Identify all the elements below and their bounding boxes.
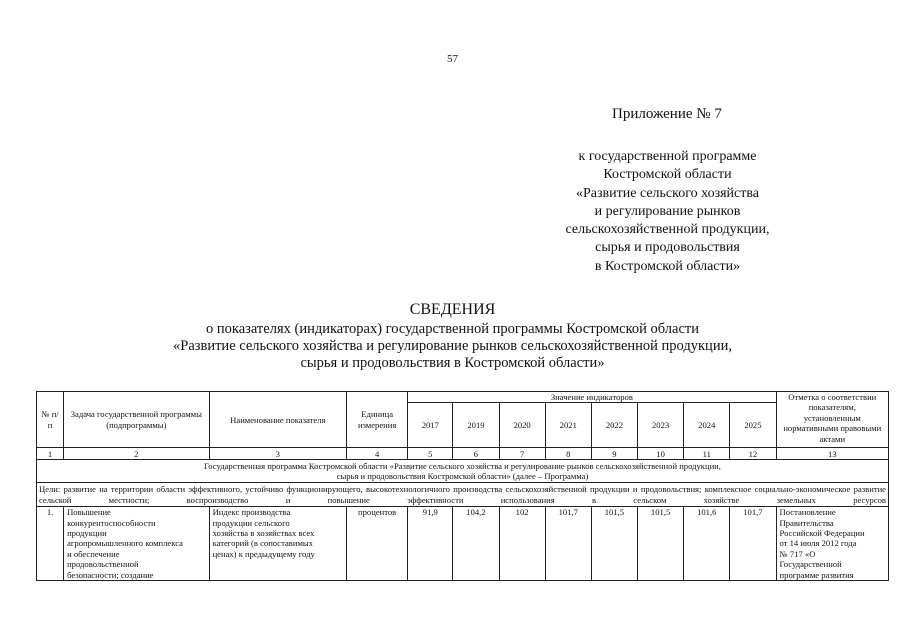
column-number: 4: [347, 448, 408, 460]
header-compliance: Отметка о соответствии показателям, установленным нормативными правовыми актами: [776, 392, 888, 448]
row-unit: процентов: [347, 507, 408, 581]
column-number: 7: [499, 448, 545, 460]
appendix-line: и регулирование рынков: [594, 203, 741, 219]
program-title-cell: [37, 460, 889, 483]
column-number: 8: [545, 448, 591, 460]
goals-cell: Цели: развитие на территории области эффективного, устойчиво функционирующего, высокотехнологичного производства сельскохозяйственной продукции и продовольствия; комплексное социально-экономическое развитие сельской местности; воспроизводство и повышение эффективности использования в сельском хозяйстве земельных ресурсов: [37, 483, 889, 507]
subtitle-line: «Развитие сельского хозяйства и регулирование рынков сельскохозяйственной продукции,: [173, 338, 732, 354]
column-number: 3: [209, 448, 346, 460]
header-year: 2023: [638, 403, 684, 448]
program-title: Государственная программа Костромской области «Развитие сельского хозяйства и регулирование рынков сельскохозяйственной продукции, сырья и продовольствия Костромской области» (далее – Программа): [204, 461, 721, 482]
header-unit: Единица измерения: [347, 392, 408, 448]
column-number: 12: [730, 448, 776, 460]
header-year: 2025: [730, 403, 776, 448]
program-row: [37, 460, 889, 483]
header-task: Задача государственной программы (подпрограммы): [64, 392, 209, 448]
column-number: 11: [684, 448, 730, 460]
row-value: 91,9: [408, 507, 453, 581]
header-year: 2024: [684, 403, 730, 448]
header-indicator: Наименование показателя: [209, 392, 346, 448]
row-task: [64, 507, 209, 581]
row-value: 101,6: [684, 507, 730, 581]
document-title: СВЕДЕНИЯ: [409, 301, 496, 318]
header-year: 2020: [499, 403, 545, 448]
appendix-line: «Развитие сельского хозяйства: [575, 185, 760, 201]
appendix-line: в Костромской области»: [594, 258, 741, 274]
row-value: 101,7: [730, 507, 776, 581]
row-compliance: [776, 507, 888, 581]
table-row: [37, 507, 889, 581]
appendix-line: Костромской области: [603, 167, 732, 183]
appendix-number: Приложение № 7: [612, 106, 722, 122]
page-number: 57: [447, 53, 458, 65]
row-indicator: [209, 507, 346, 581]
row-task-text: Повышение конкурентоспособности продукции агропромышленного комплекса и обеспечение продовольственной безопасности; создание: [67, 507, 183, 580]
column-number: 10: [638, 448, 684, 460]
column-number: 5: [408, 448, 453, 460]
row-indicator-text: Индекс производства продукции сельского хозяйства в хозяйствах всех категорий (в сопоставимых ценах) к предыдущему году: [212, 507, 315, 559]
header-year: 2017: [408, 403, 453, 448]
row-compliance-text: Постановление Правительства Российской Федерации от 14 июля 2012 года № 717 «О Государственной программе развития: [779, 507, 865, 580]
row-value: 104,2: [453, 507, 499, 581]
row-num: 1.: [37, 507, 64, 581]
header-values-group: Значение индикаторов: [408, 392, 776, 403]
row-value: 102: [499, 507, 545, 581]
indicators-table: [36, 391, 889, 581]
column-number: 13: [776, 448, 888, 460]
header-year: 2019: [453, 403, 499, 448]
column-numbers-row: [37, 448, 889, 460]
column-number: 9: [591, 448, 637, 460]
header-row: [37, 392, 889, 403]
row-value: 101,5: [638, 507, 684, 581]
column-number: 1: [37, 448, 64, 460]
column-number: 6: [453, 448, 499, 460]
subtitle-line: о показателях (индикаторах) государственной программы Костромской области: [206, 321, 699, 337]
goals-row: [37, 483, 889, 507]
column-number: 2: [64, 448, 209, 460]
appendix-line: к государственной программе: [578, 149, 757, 164]
header-year: 2022: [591, 403, 637, 448]
appendix-line: сельскохозяйственной продукции,: [565, 222, 770, 238]
appendix-line: сырья и продовольствия: [595, 240, 740, 256]
document-subtitle: [0, 321, 905, 372]
header-year: 2021: [545, 403, 591, 448]
row-value: 101,7: [545, 507, 591, 581]
appendix-caption: [540, 148, 795, 276]
header-num: № п/п: [37, 392, 64, 448]
row-value: 101,5: [591, 507, 637, 581]
subtitle-line: сырья и продовольствия в Костромской области»: [300, 355, 605, 371]
